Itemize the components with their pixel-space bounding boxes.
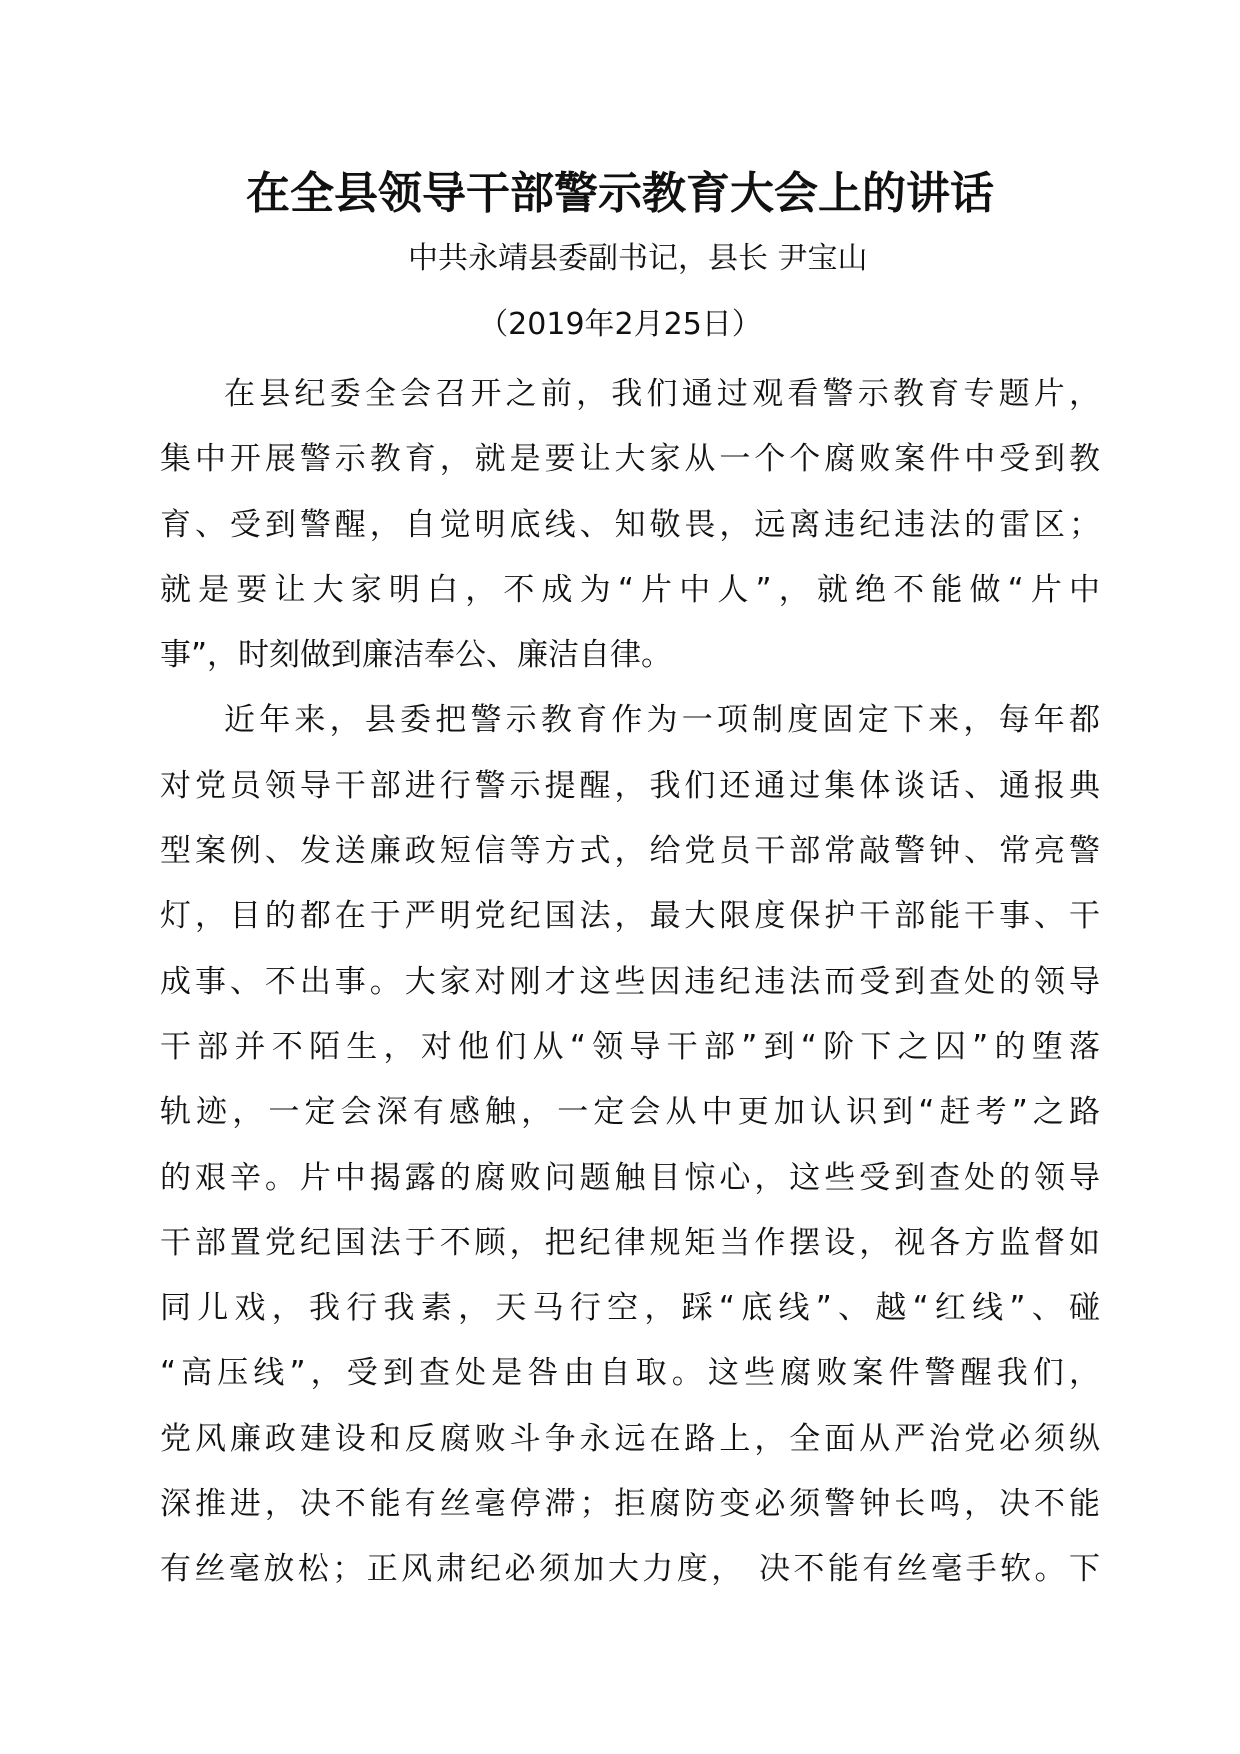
document-title: 在全县领导干部警示教育大会上的讲话 xyxy=(246,168,994,219)
author-line: 中共永靖县委副书记，县长 尹宝山 xyxy=(408,241,868,276)
paragraph-2-line-4: 灯，目的都在于严明党纪国法，最大限度保护干部能干事、干 xyxy=(160,898,1100,935)
paragraph-1-line-4: 就是要让大家明白，不成为“片中人”，就绝不能做“片中 xyxy=(160,571,1100,608)
paragraph-2-line-8: 的艰辛。片中揭露的腐败问题触目惊心，这些受到查处的领导 xyxy=(160,1159,1100,1196)
paragraph-2-line-10: 同儿戏，我行我素，天马行空，踩“底线”、越“红线”、碰 xyxy=(160,1290,1100,1327)
paragraph-2-line-3: 型案例、发送廉政短信等方式，给党员干部常敲警钟、常亮警 xyxy=(160,833,1100,870)
paragraph-2-line-9: 干部置党纪国法于不顾，把纪律规矩当作摆设，视各方监督如 xyxy=(160,1224,1100,1261)
paragraph-2-line-13: 深推进，决不能有丝毫停滞；拒腐防变必须警钟长鸣，决不能 xyxy=(160,1486,1100,1523)
paragraph-2-line-14: 有丝毫放松；正风肃纪必须加大力度， 决不能有丝毫手软。下 xyxy=(160,1551,1100,1588)
paragraph-2-line-2: 对党员领导干部进行警示提醒，我们还通过集体谈话、通报典 xyxy=(160,767,1100,804)
paragraph-2-line-7: 轨迹，一定会深有感触，一定会从中更加认识到“赶考”之路 xyxy=(160,1094,1100,1131)
date-line: （2019年2月25日） xyxy=(478,307,762,342)
paragraph-2-line-5: 成事、不出事。大家对刚才这些因违纪违法而受到查处的领导 xyxy=(160,963,1100,1000)
body-text xyxy=(160,362,1100,1603)
paragraph-1-line-5: 事”，时刻做到廉洁奉公、廉洁自律。 xyxy=(160,637,673,674)
paragraph-2-line-11: “高压线”，受到查处是咎由自取。这些腐败案件警醒我们， xyxy=(160,1355,1100,1392)
paragraph-2-line-1: 近年来，县委把警示教育作为一项制度固定下来，每年都 xyxy=(224,702,1100,739)
paragraph-2-line-12: 党风廉政建设和反腐败斗争永远在路上，全面从严治党必须纵 xyxy=(160,1420,1100,1457)
paragraph-2-line-6: 干部并不陌生，对他们从“领导干部”到“阶下之囚”的堕落 xyxy=(160,1028,1100,1065)
paragraph-1-line-1: 在县纪委全会召开之前，我们通过观看警示教育专题片， xyxy=(224,376,1100,412)
paragraph-1-line-2: 集中开展警示教育，就是要让大家从一个个腐败案件中受到教 xyxy=(160,441,1100,478)
paragraph-1-line-3: 育、受到警醒，自觉明底线、知敬畏，远离违纪违法的雷区； xyxy=(160,506,1100,543)
